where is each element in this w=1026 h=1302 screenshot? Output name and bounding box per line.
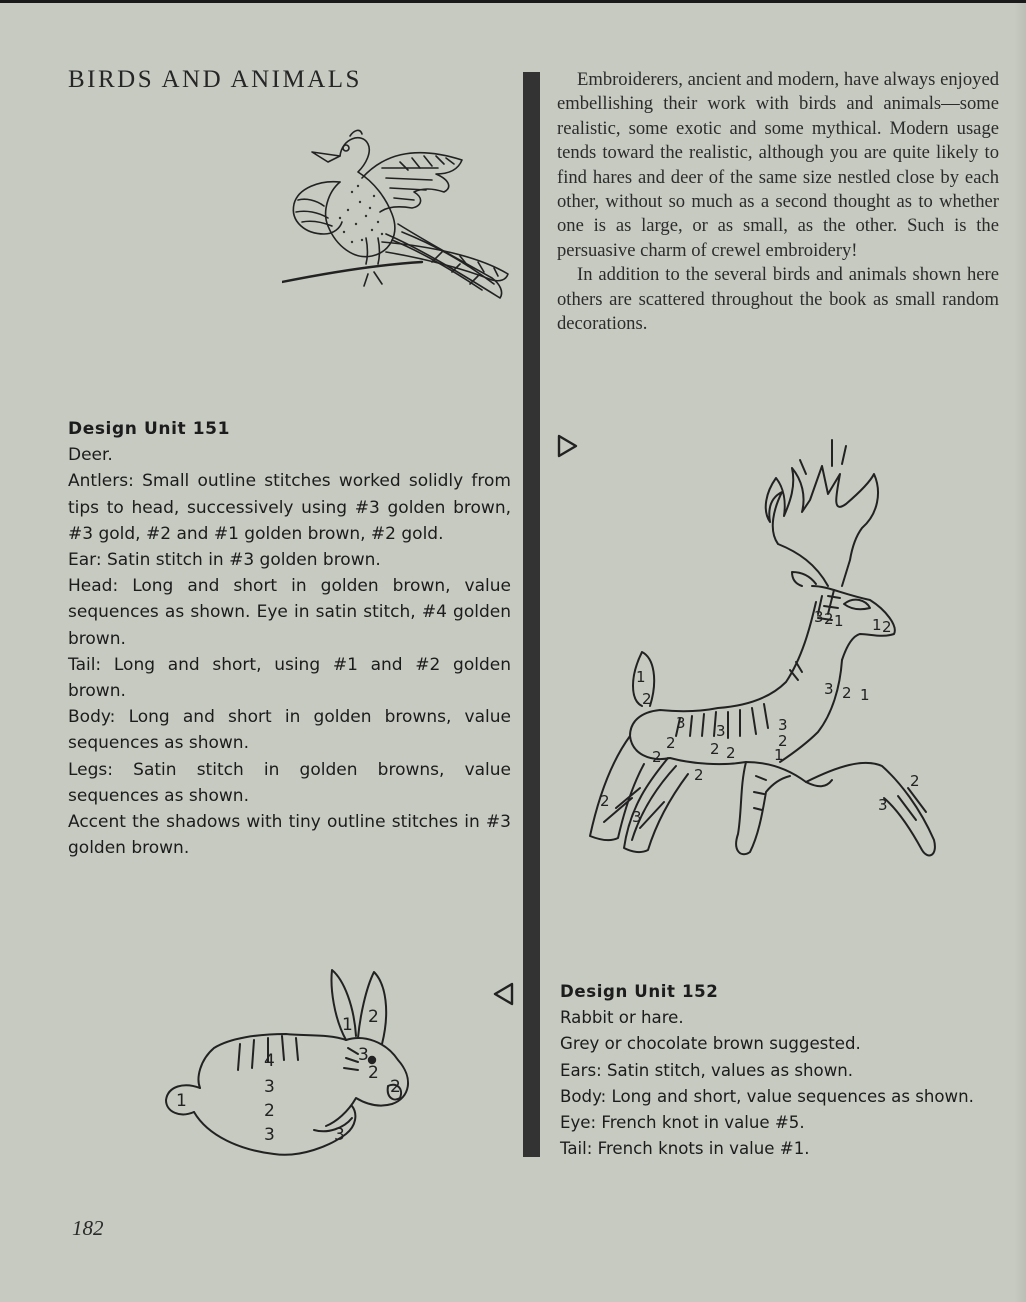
rabbit-label: 2: [368, 1007, 379, 1027]
deer-label: 2: [710, 740, 720, 758]
deer-label: 3: [632, 808, 642, 826]
rabbit-label: 3: [264, 1077, 275, 1097]
design-unit-152-title: Design Unit 152: [560, 982, 719, 1001]
deer-label: 2: [842, 684, 852, 702]
deer-label: 3: [814, 608, 824, 626]
design-unit-151-title: Design Unit 151: [68, 419, 231, 439]
deer-label: 1: [860, 686, 870, 704]
design-unit-152-line: Body: Long and short, value sequences as shown.: [560, 1086, 974, 1106]
deer-label: 2: [666, 734, 676, 752]
design-unit-152-line: Eye: French knot in value #5.: [560, 1113, 805, 1133]
intro-text: [557, 68, 999, 336]
page-right-shade: [1014, 0, 1026, 1302]
pointer-left-icon: [492, 982, 514, 1011]
deer-label: 1: [636, 668, 646, 686]
design-unit-151: [68, 416, 511, 861]
design-unit-152: [560, 979, 1010, 1162]
deer-label: 2: [694, 766, 704, 784]
rabbit-label: 2: [368, 1063, 379, 1083]
deer-label: 1: [834, 612, 844, 630]
page-heading: BIRDS AND ANIMALS: [68, 66, 362, 93]
page-top-edge: [0, 0, 1026, 3]
design-unit-151-line: Ear: Satin stitch in #3 golden brown.: [68, 550, 381, 571]
deer-label: 2: [652, 748, 662, 766]
design-unit-151-subject: Deer.: [68, 445, 113, 466]
rabbit-label: 3: [358, 1045, 369, 1065]
deer-label: 2: [600, 792, 610, 810]
deer-label: 2: [778, 732, 788, 750]
rabbit-label: 3: [264, 1125, 275, 1145]
design-unit-152-line: Ears: Satin stitch, values as shown.: [560, 1060, 854, 1080]
design-unit-151-line: Body: Long and short in golden browns, value sequences as shown.: [68, 707, 511, 754]
design-unit-151-line: Accent the shadows with tiny outline stitches in #3 golden brown.: [68, 812, 511, 859]
design-unit-152-line: Grey or chocolate brown suggested.: [560, 1034, 861, 1054]
design-unit-151-line: Head: Long and short in golden brown, value sequences as shown. Eye in satin stitch, #4 golden brown.: [68, 576, 511, 649]
intro-paragraph-1: Embroiderers, ancient and modern, have always enjoyed embellishing their work with birds and animals—some realistic, some exotic and some mythical. Modern usage tends toward the realistic, although you are quite likely to find hares and deer of the same size nestled close by each other, without so much as a second thought as to whether one is as large, or as small, as the other. Such is the persuasive charm of crewel embroidery!: [557, 69, 999, 261]
deer-label: 3: [878, 796, 888, 814]
deer-label: 2: [642, 690, 652, 708]
rabbit-label: 1: [176, 1091, 187, 1111]
rabbit-label: 1: [342, 1015, 353, 1035]
rabbit-label: 2: [390, 1077, 401, 1097]
design-unit-151-line: Tail: Long and short, using #1 and #2 golden brown.: [68, 654, 511, 702]
column-divider: [523, 72, 540, 1157]
rabbit-illustration: [160, 964, 420, 1169]
bird-illustration: [282, 122, 512, 307]
deer-label: 1: [872, 616, 882, 634]
page-number: 182: [72, 1216, 104, 1240]
rabbit-label: 3: [334, 1125, 345, 1145]
deer-label: 1: [774, 746, 784, 764]
rabbit-label: 4: [264, 1051, 275, 1071]
deer-label: 2: [882, 618, 892, 636]
deer-label: 2: [726, 744, 736, 762]
deer-label: 3: [824, 680, 834, 698]
deer-label: 3: [778, 716, 788, 734]
rabbit-label: 2: [264, 1101, 275, 1121]
deer-label: 3: [676, 714, 686, 732]
intro-paragraph-2: In addition to the several birds and animals shown here others are scattered throughout the book as small random decorations.: [557, 264, 999, 335]
design-unit-152-line: Tail: French knots in value #1.: [560, 1139, 810, 1159]
design-unit-151-line: Antlers: Small outline stitches worked solidly from tips to head, successively using #3 golden brown, #3 gold, #2 and #1 golden brown, #2 gold.: [68, 471, 511, 544]
design-unit-151-line: Legs: Satin stitch in golden browns, value sequences as shown.: [68, 759, 511, 806]
deer-label: 2: [910, 772, 920, 790]
deer-label: 3: [716, 722, 726, 740]
design-unit-152-subject: Rabbit or hare.: [560, 1008, 684, 1028]
deer-illustration: [570, 436, 970, 876]
deer-label: 2: [824, 610, 834, 628]
